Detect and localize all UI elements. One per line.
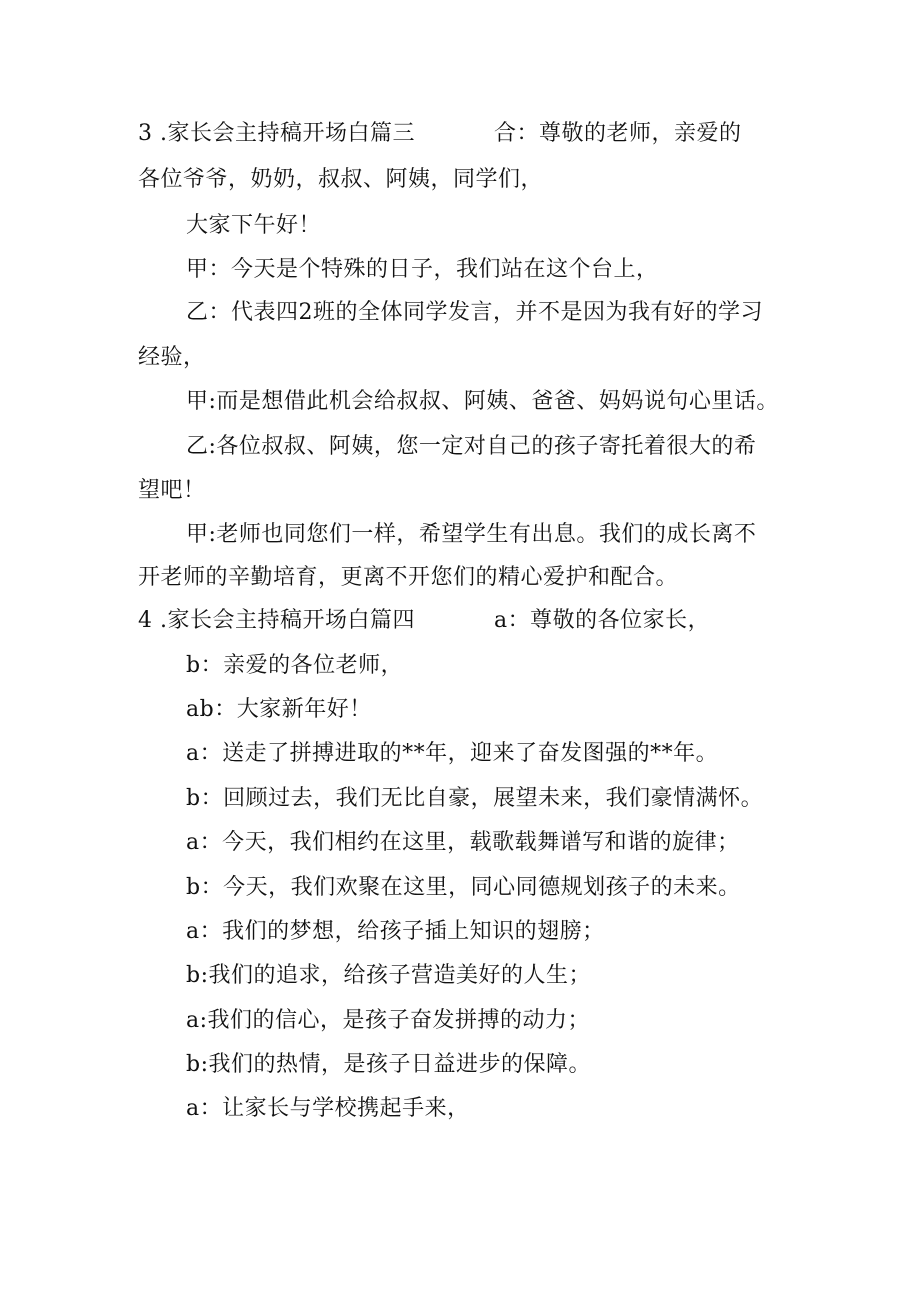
dialogue-line: b：今天，我们欢聚在这里，同心同德规划孩子的未来。 xyxy=(186,875,741,900)
section4-heading: 4 .家长会主持稿开场白篇四 xyxy=(138,608,415,633)
section3-heading: 3 .家长会主持稿开场白篇三 xyxy=(138,121,415,146)
dialogue-line: ab：大家新年好！ xyxy=(186,697,372,722)
paragraph-line: 开老师的辛勤培育，更离不开您们的精心爱护和配合。 xyxy=(138,565,679,590)
paragraph-line: 乙：代表四2班的全体同学发言，并不是因为我有好的学习 xyxy=(186,300,763,325)
dialogue-line: b:我们的追求，给孩子营造美好的人生； xyxy=(186,963,591,988)
paragraph-line: 大家下午好！ xyxy=(186,213,322,238)
dialogue-line: a:我们的信心，是孩子奋发拼搏的动力； xyxy=(186,1008,591,1033)
dialogue-line: b：亲爱的各位老师， xyxy=(186,653,404,678)
section3-heading-tail: 合：尊敬的老师，亲爱的 xyxy=(494,121,742,146)
dialogue-line: a：送走了拼搏进取的**年，迎来了奋发图强的**年。 xyxy=(186,741,719,766)
paragraph-line: 经验， xyxy=(138,345,206,370)
dialogue-line: b：回顾过去，我们无比自豪，展望未来，我们豪情满怀。 xyxy=(186,786,764,811)
dialogue-line: b:我们的热情，是孩子日益进步的保障。 xyxy=(186,1052,591,1077)
dialogue-line: a：今天，我们相约在这里，载歌载舞谱写和谐的旋律； xyxy=(186,830,740,855)
section4-heading-tail: a：尊敬的各位家长， xyxy=(494,608,711,633)
paragraph-line: 甲:老师也同您们一样，希望学生有出息。我们的成长离不 xyxy=(186,522,757,547)
paragraph-line: 各位爷爷，奶奶，叔叔、阿姨，同学们， xyxy=(138,167,544,192)
paragraph-line: 乙:各位叔叔、阿姨，您一定对自己的孩子寄托着很大的希 xyxy=(186,434,757,459)
paragraph-line: 甲：今天是个特殊的日子，我们站在这个台上， xyxy=(186,257,659,282)
dialogue-line: a：我们的梦想，给孩子插上知识的翅膀； xyxy=(186,919,605,944)
dialogue-line: a：让家长与学校携起手来， xyxy=(186,1096,470,1121)
paragraph-line: 望吧！ xyxy=(138,478,206,503)
paragraph-line: 甲:而是想借此机会给叔叔、阿姨、爸爸、妈妈说句心里话。 xyxy=(186,389,779,414)
